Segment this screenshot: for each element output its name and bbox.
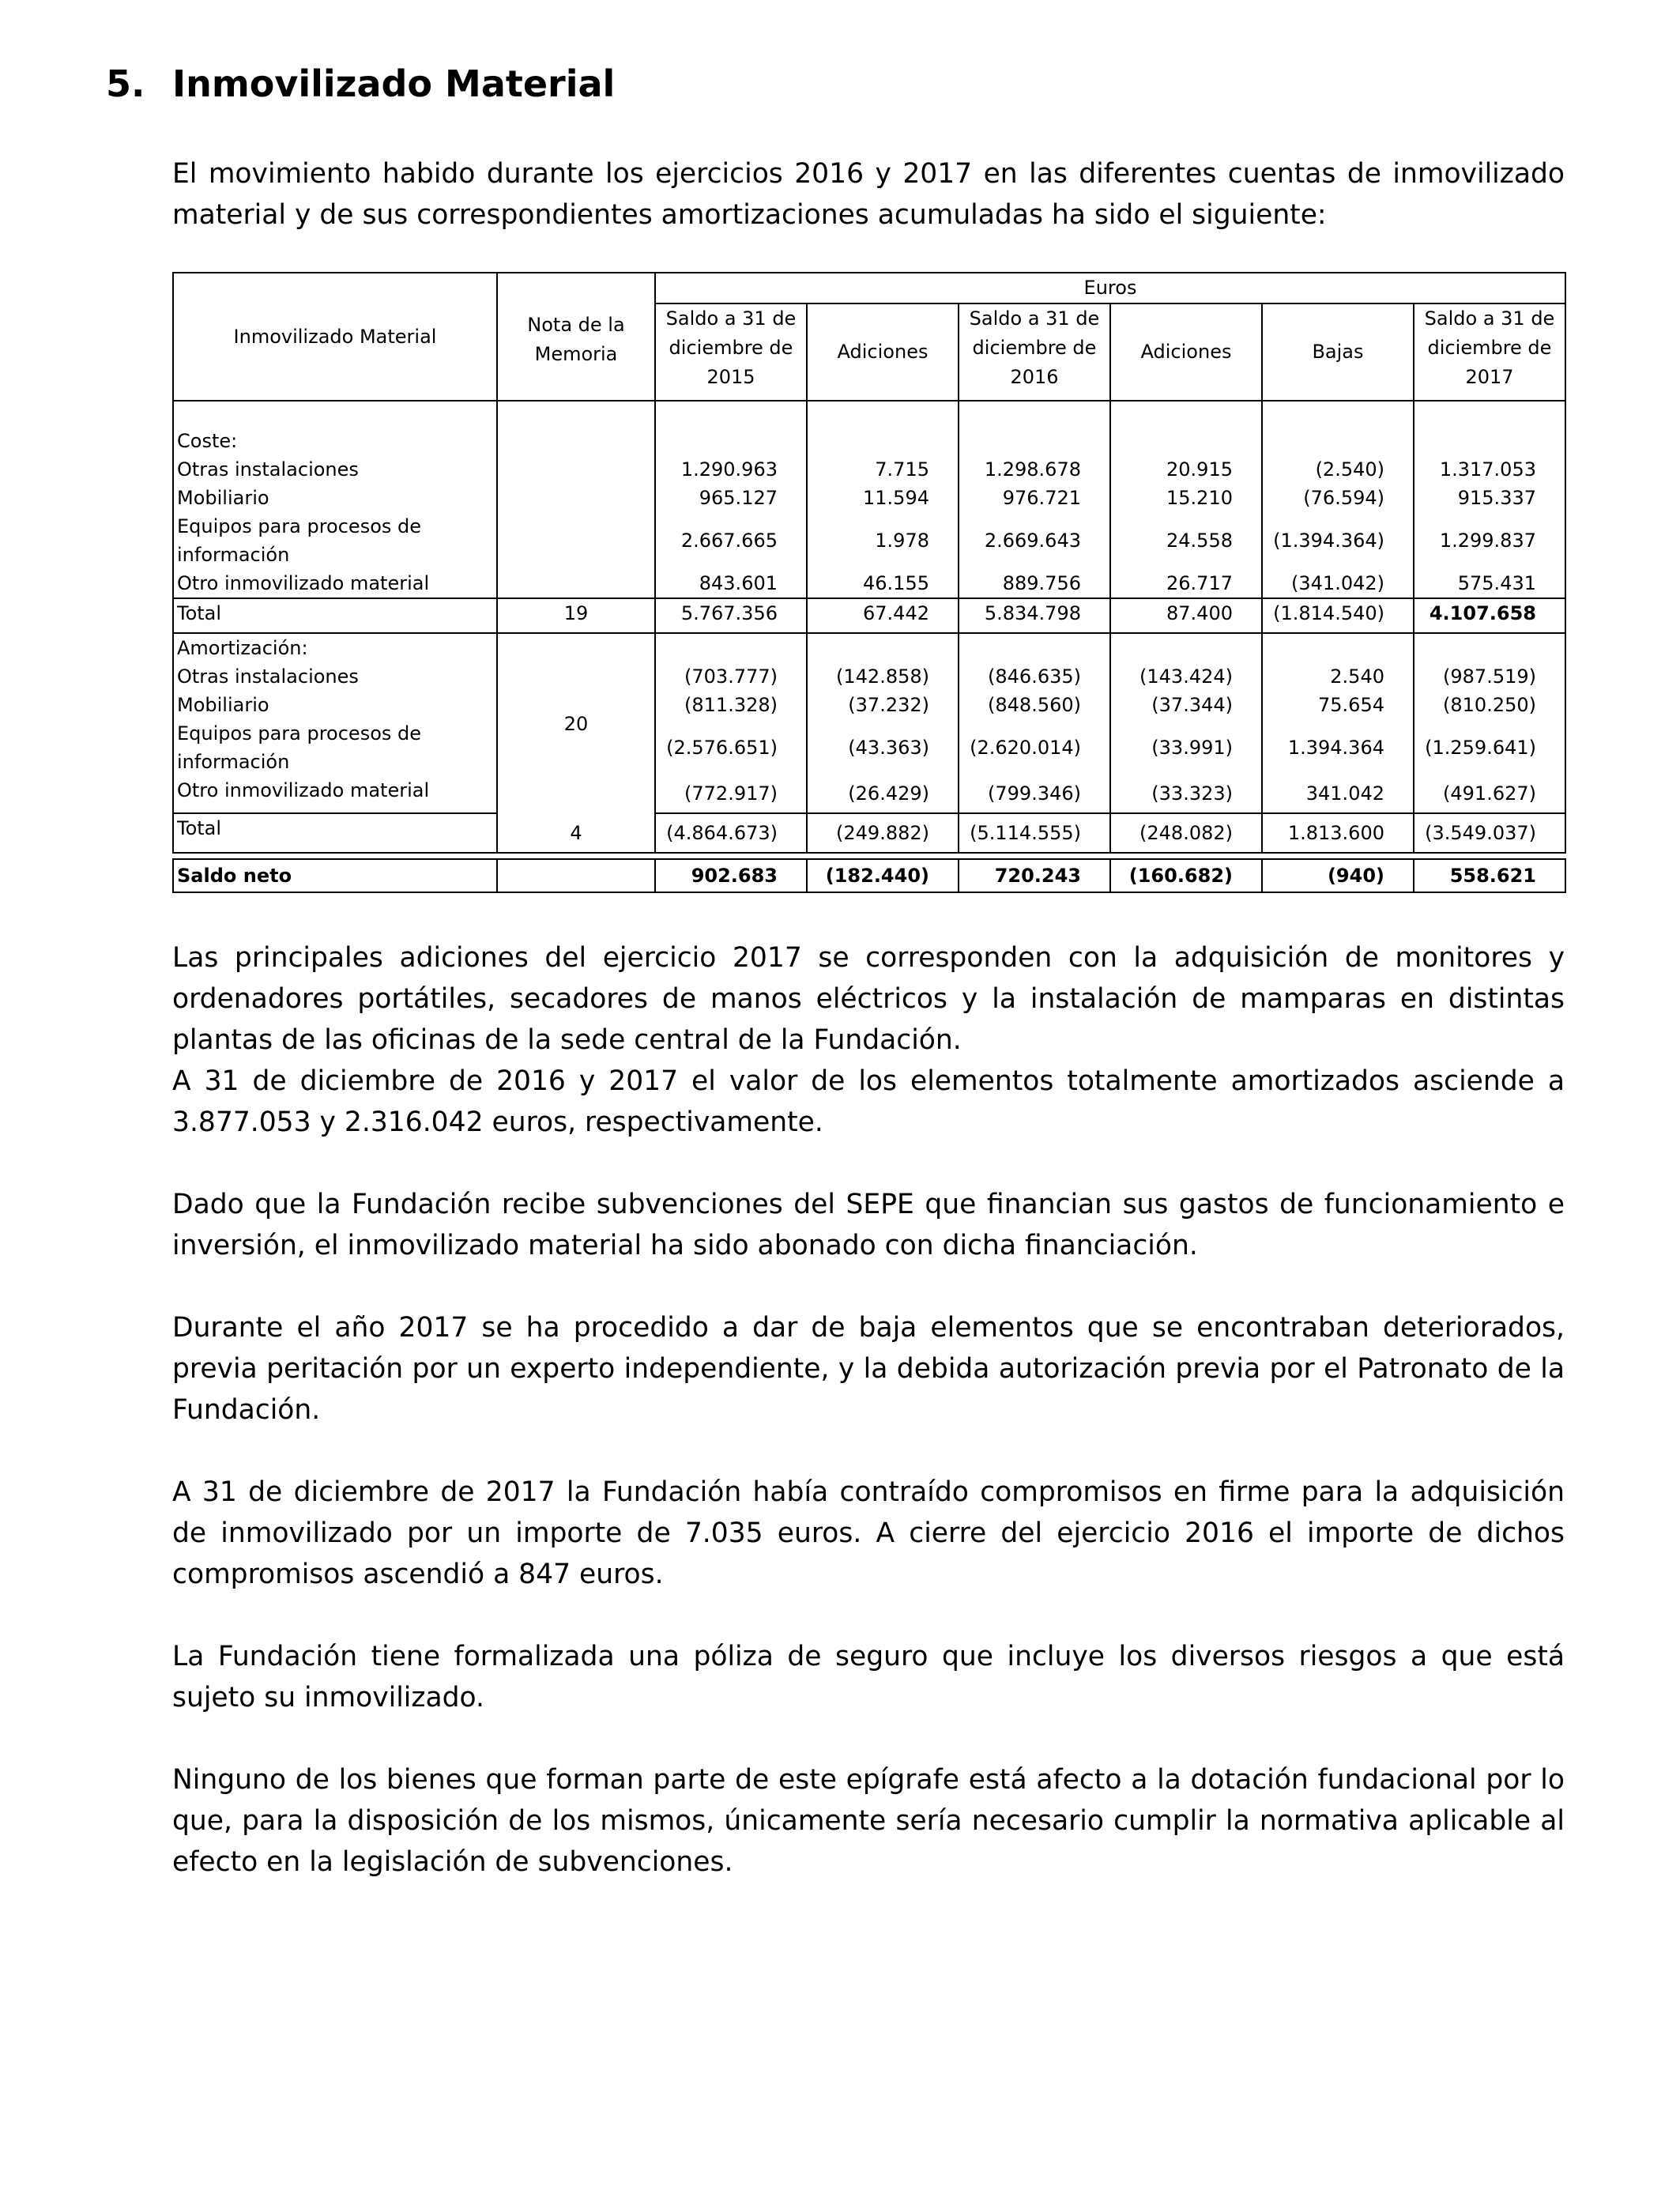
h2015-l2: diciembre de: [669, 337, 793, 360]
cell: 902.683: [655, 859, 807, 892]
cell: 1.299.837: [1414, 512, 1565, 569]
cell: (5.114.555): [959, 813, 1110, 853]
cell: 24.558: [1110, 512, 1262, 569]
cell: 2.540: [1262, 662, 1414, 691]
cell: (1.259.641): [1414, 719, 1565, 776]
cell: 341.042: [1262, 776, 1414, 808]
total-label: Total: [173, 813, 497, 853]
table-row: [173, 719, 1565, 776]
cell: (160.682): [1110, 859, 1262, 892]
h2015-l1: Saldo a 31 de: [665, 307, 797, 330]
cell: (43.363): [807, 719, 959, 776]
cell: (1.814.540): [1262, 598, 1414, 633]
cell: (37.344): [1110, 691, 1262, 719]
section-title: [106, 60, 615, 107]
cell: 5.834.798: [959, 598, 1110, 633]
table-row: [173, 776, 1565, 808]
cell: 1.978: [807, 512, 959, 569]
intro-paragraph: El movimiento habido durante los ejercicios 2016 y 2017 en las diferentes cuentas de inmovilizado material y de sus correspondientes amortizaciones acumuladas ha sido el siguiente:: [172, 158, 1565, 231]
cell: (799.346): [959, 776, 1110, 808]
cell: (249.882): [807, 813, 959, 853]
cell: 87.400: [1110, 598, 1262, 633]
table-row: [173, 569, 1565, 598]
header-saldo-2015: [655, 303, 807, 401]
row-label: Mobiliario: [173, 484, 497, 512]
paragraph: A 31 de diciembre de 2017 la Fundación había contraído compromisos en firme para la adquisición de inmovilizado por un importe de 7.035 euros. A cierre del ejercicio 2016 el importe de dichos compromisos ascendió a 847 euros.: [172, 1476, 1565, 1590]
header-adiciones-2016: Adiciones: [807, 303, 959, 401]
header-saldo-2017: [1414, 303, 1565, 401]
paragraph: A 31 de diciembre de 2016 y 2017 el valor de los elementos totalmente amortizados asciende a 3.877.053 y 2.316.042 euros, respectivamente.: [172, 1065, 1565, 1138]
cell: (848.560): [959, 691, 1110, 719]
table-row: [173, 484, 1565, 512]
cell: (37.232): [807, 691, 959, 719]
row-label: [173, 719, 497, 776]
cell: 75.654: [1262, 691, 1414, 719]
cell: (26.429): [807, 776, 959, 808]
cell: (811.328): [655, 691, 807, 719]
table-row-saldo-neto: [173, 859, 1565, 892]
cell: 843.601: [655, 569, 807, 598]
cell: 26.717: [1110, 569, 1262, 598]
cell: 1.317.053: [1414, 455, 1565, 484]
table-row: [173, 691, 1565, 719]
header-item: Inmovilizado Material: [173, 273, 497, 401]
cell: 558.621: [1414, 859, 1565, 892]
h2015-l3: 2015: [706, 366, 755, 389]
row-label: Mobiliario: [173, 691, 497, 719]
cell: 575.431: [1414, 569, 1565, 598]
cell: (2.576.651): [655, 719, 807, 776]
cell: 67.442: [807, 598, 959, 633]
header-euros: Euros: [655, 273, 1565, 303]
header-adiciones-2017: Adiciones: [1110, 303, 1262, 401]
row-label: Otras instalaciones: [173, 455, 497, 484]
table-row: [173, 427, 1565, 455]
row-label-line1: Equipos para procesos de: [177, 515, 422, 537]
cell: 965.127: [655, 484, 807, 512]
cell: 889.756: [959, 569, 1110, 598]
paragraph-additions: [172, 937, 1565, 1143]
h2017-l3: 2017: [1465, 366, 1514, 389]
nota-cell: 20: [497, 633, 655, 813]
fixed-assets-table: [172, 272, 1566, 893]
cell: (1.394.364): [1262, 512, 1414, 569]
table-row: [173, 455, 1565, 484]
table-row: [173, 633, 1565, 662]
cell: (248.082): [1110, 813, 1262, 853]
table-row-total-amortizacion: [173, 813, 1565, 853]
cell: 11.594: [807, 484, 959, 512]
cell: (143.424): [1110, 662, 1262, 691]
cell: (3.549.037): [1414, 813, 1565, 853]
row-label: Otro inmovilizado material: [173, 569, 497, 598]
cell: 46.155: [807, 569, 959, 598]
header-nota-line2: Memoria: [534, 343, 618, 365]
cell: (182.440): [807, 859, 959, 892]
cell: (2.620.014): [959, 719, 1110, 776]
cell: (846.635): [959, 662, 1110, 691]
paragraph: Las principales adiciones del ejercicio 2017 se corresponden con la adquisición de monitores y ordenadores portátiles, secadores de manos eléctricos y la instalación de mamparas en distintas plantas de las oficinas de la sede central de la Fundación.: [172, 942, 1565, 1056]
header-bajas: Bajas: [1262, 303, 1414, 401]
row-label: [173, 512, 497, 569]
cell: 5.767.356: [655, 598, 807, 633]
cell: 976.721: [959, 484, 1110, 512]
cell: 915.337: [1414, 484, 1565, 512]
saldo-neto-label: Saldo neto: [173, 859, 497, 892]
cell: (2.540): [1262, 455, 1414, 484]
cell: (33.991): [1110, 719, 1262, 776]
cell: (341.042): [1262, 569, 1414, 598]
row-label: Otras instalaciones: [173, 662, 497, 691]
cell: (142.858): [807, 662, 959, 691]
cell: 1.298.678: [959, 455, 1110, 484]
cell: (491.627): [1414, 776, 1565, 808]
cell: 2.667.665: [655, 512, 807, 569]
cell: 1.394.364: [1262, 719, 1414, 776]
h2016-l2: diciembre de: [972, 337, 1097, 360]
cell: 4.107.658: [1414, 598, 1565, 633]
header-nota: [497, 273, 655, 401]
h2017-l2: diciembre de: [1427, 337, 1552, 360]
cell: (33.323): [1110, 776, 1262, 808]
cell: (76.594): [1262, 484, 1414, 512]
nota-cell: 4: [497, 813, 655, 853]
cell: 1.813.600: [1262, 813, 1414, 853]
table-row: [173, 512, 1565, 569]
cell: (703.777): [655, 662, 807, 691]
paragraph: Ninguno de los bienes que forman parte de este epígrafe está afecto a la dotación fundacional por lo que, para la disposición de los mismos, únicamente sería necesario cumplir la normativa aplicable al efecto en la legislación de subvenciones.: [172, 1764, 1565, 1878]
cell: (810.250): [1414, 691, 1565, 719]
row-label-line1: Equipos para procesos de: [177, 722, 422, 745]
header-nota-line1: Nota de la: [527, 314, 625, 336]
cell: (987.519): [1414, 662, 1565, 691]
table-row-total-coste: [173, 598, 1565, 633]
total-label: Total: [173, 598, 497, 633]
cell: 20.915: [1110, 455, 1262, 484]
cell: (772.917): [655, 776, 807, 808]
nota-cell: 19: [497, 598, 655, 633]
cell: 1.290.963: [655, 455, 807, 484]
h2016-l3: 2016: [1010, 366, 1059, 389]
amortizacion-label: Amortización:: [173, 633, 497, 662]
cell: (940): [1262, 859, 1414, 892]
paragraph: Durante el año 2017 se ha procedido a dar de baja elementos que se encontraban deteriorados, previa peritación por un experto independiente, y la debida autorización previa por el Patronato de la Fundación.: [172, 1312, 1565, 1426]
row-label-line2: información: [177, 544, 290, 566]
cell: 2.669.643: [959, 512, 1110, 569]
paragraph: La Fundación tiene formalizada una póliza de seguro que incluye los diversos riesgos a que está sujeto su inmovilizado.: [172, 1641, 1565, 1713]
row-label-line2: información: [177, 751, 290, 773]
cell: 720.243: [959, 859, 1110, 892]
table-row: [173, 662, 1565, 691]
section-heading: Inmovilizado Material: [172, 62, 616, 105]
cell: (4.864.673): [655, 813, 807, 853]
row-label: Otro inmovilizado material: [173, 776, 497, 808]
section-number: 5.: [106, 62, 145, 105]
h2016-l1: Saldo a 31 de: [969, 307, 1100, 330]
h2017-l1: Saldo a 31 de: [1424, 307, 1555, 330]
coste-label: Coste:: [173, 427, 497, 455]
cell: 15.210: [1110, 484, 1262, 512]
cell: 7.715: [807, 455, 959, 484]
header-saldo-2016: [959, 303, 1110, 401]
paragraph: Dado que la Fundación recibe subvenciones del SEPE que financian sus gastos de funcionamiento e inversión, el inmovilizado material ha sido abonado con dicha financiación.: [172, 1189, 1565, 1261]
